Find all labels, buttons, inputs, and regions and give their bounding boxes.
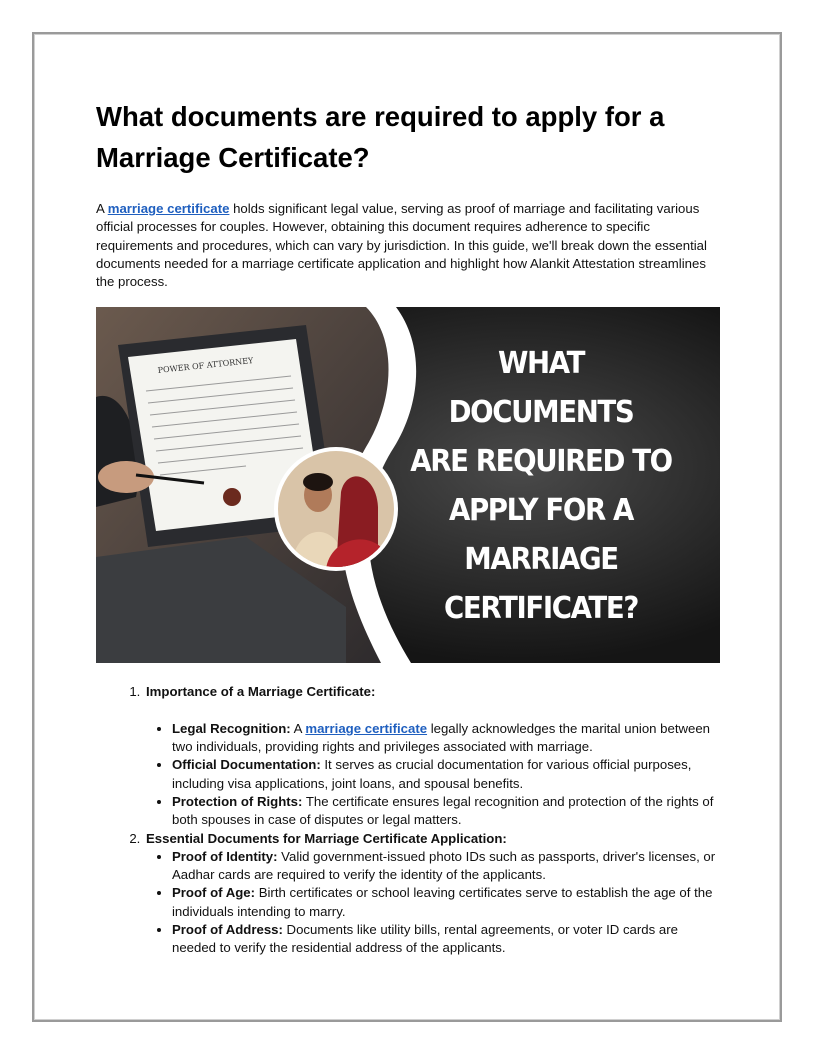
list-item — [172, 756, 720, 793]
importance-points — [146, 720, 720, 830]
list-item — [172, 793, 720, 830]
hero-line: MARRIAGE — [464, 542, 618, 578]
document-points — [146, 848, 720, 958]
intro-prefix: A — [96, 201, 108, 216]
item-text: Valid government-issued photo IDs such as passports, driver's licenses, or Aadhar cards are required to verify the identity of the applicants. — [172, 848, 716, 883]
item-text: Birth certificates or school leaving certificates serve to establish the age of the individuals intending to marry. — [172, 885, 713, 919]
wax-seal — [223, 488, 241, 506]
list-item — [172, 848, 720, 885]
marriage-certificate-link[interactable]: marriage certificate — [107, 201, 230, 216]
item-text: It serves as crucial documentation for various official purposes, including visa applications, joint loans, and spousal benefits. — [172, 757, 692, 791]
hero-headline — [408, 339, 675, 633]
item-text: The certificate ensures legal recognition and protection of the rights of both spouses in case of disputes or legal matters. — [172, 793, 714, 828]
item-label: Proof of Age: — [172, 885, 256, 901]
hero-banner-image — [96, 307, 720, 663]
item-prefix: A — [290, 720, 306, 736]
document-heading: POWER OF ATTORNEY — [157, 356, 254, 376]
list-item — [172, 921, 720, 958]
document-body — [96, 96, 720, 958]
section-essential-documents — [144, 830, 720, 958]
item-label: Legal Recognition: — [172, 720, 291, 736]
item-label: Official Documentation: — [172, 757, 321, 773]
hero-line: ARE REQUIRED TO — [410, 444, 672, 480]
item-text: legally acknowledges the marital union between two individuals, providing rights and privileges associated with marriage. — [172, 720, 711, 755]
list-item — [172, 720, 720, 757]
sections-list — [96, 683, 720, 957]
section-importance — [144, 683, 720, 829]
page-title: What documents are required to apply for a Marriage Certificate? — [96, 101, 665, 173]
spacer — [146, 702, 720, 720]
item-label: Proof of Address: — [172, 922, 283, 938]
hero-line: APPLY FOR A — [448, 493, 634, 529]
item-label: Protection of Rights: — [172, 793, 303, 809]
marriage-certificate-link[interactable]: marriage certificate — [305, 720, 428, 736]
list-item — [172, 884, 720, 921]
hero-line: WHAT DOCUMENTS — [448, 346, 634, 431]
intro-text: holds significant legal value, serving as proof of marriage and facilitating various official processes for couples. However, obtaining this document requires adherence to specific requirements and procedures, which can vary by jurisdiction. In this guide, we'll break down the essential documents needed for a marriage certificate application and highlight how Alankit Attestation streamlines the process. — [96, 201, 707, 290]
section-title: Importance of a Marriage Certificate: — [146, 684, 376, 700]
hero-line: CERTIFICATE? — [444, 591, 638, 627]
item-label: Proof of Identity: — [172, 848, 278, 864]
section-title: Essential Documents for Marriage Certificate Application: — [146, 830, 507, 846]
intro-paragraph — [96, 200, 720, 291]
item-text: Documents like utility bills, rental agreements, or voter ID cards are needed to verify the residential address of the applicants. — [172, 922, 678, 956]
